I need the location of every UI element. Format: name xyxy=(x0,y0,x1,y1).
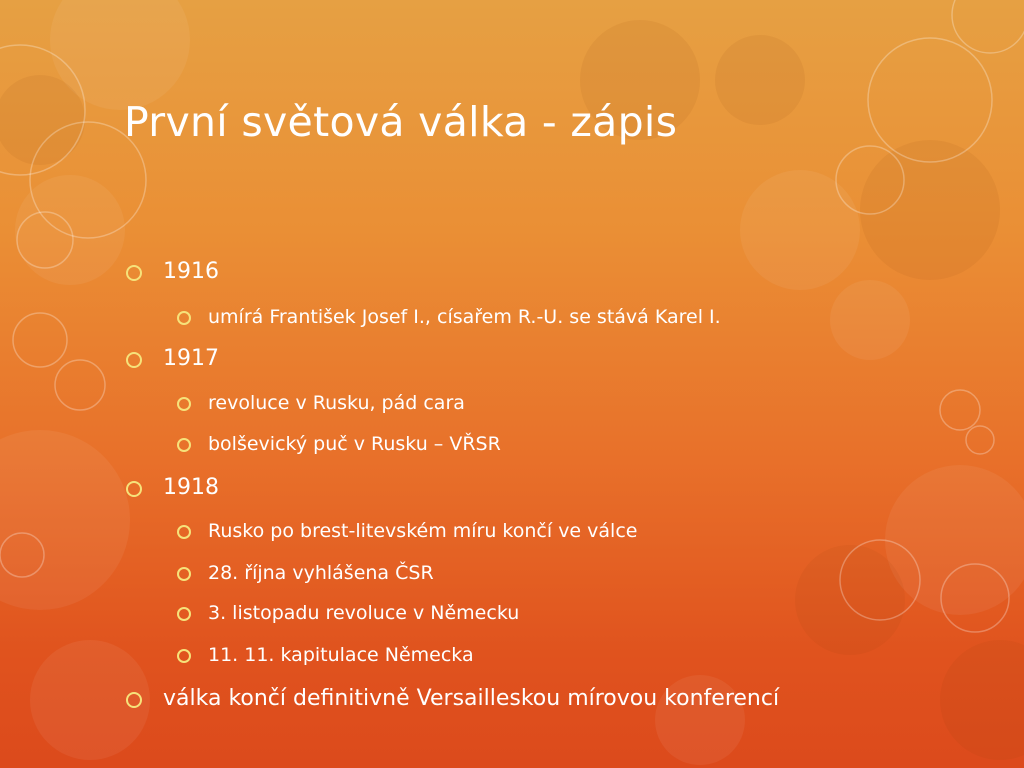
list-item: 1917 xyxy=(126,346,219,371)
hollow-circle-icon xyxy=(177,311,191,325)
slide-title: První světová válka - zápis xyxy=(124,98,678,146)
hollow-circle-icon xyxy=(126,481,142,497)
hollow-circle-icon xyxy=(126,352,142,368)
list-item: 1916 xyxy=(126,259,219,284)
hollow-circle-icon xyxy=(177,397,191,411)
list-item: umírá František Josef I., císařem R.-U. se stává Karel I. xyxy=(177,306,721,328)
list-item: 28. října vyhlášena ČSR xyxy=(177,562,434,584)
hollow-circle-icon xyxy=(177,607,191,621)
hollow-circle-icon xyxy=(177,567,191,581)
list-item: 11. 11. kapitulace Německa xyxy=(177,644,474,666)
hollow-circle-icon xyxy=(177,438,191,452)
list-item: válka končí definitivně Versailleskou mírovou konferencí xyxy=(126,686,779,711)
hollow-circle-icon xyxy=(126,265,142,281)
list-item: 1918 xyxy=(126,475,219,500)
list-item: bolševický puč v Rusku – VŘSR xyxy=(177,433,501,455)
list-item: Rusko po brest-litevském míru končí ve válce xyxy=(177,520,637,542)
list-item: 3. listopadu revoluce v Německu xyxy=(177,602,519,624)
hollow-circle-icon xyxy=(126,692,142,708)
hollow-circle-icon xyxy=(177,525,191,539)
list-item: revoluce v Rusku, pád cara xyxy=(177,392,465,414)
hollow-circle-icon xyxy=(177,649,191,663)
